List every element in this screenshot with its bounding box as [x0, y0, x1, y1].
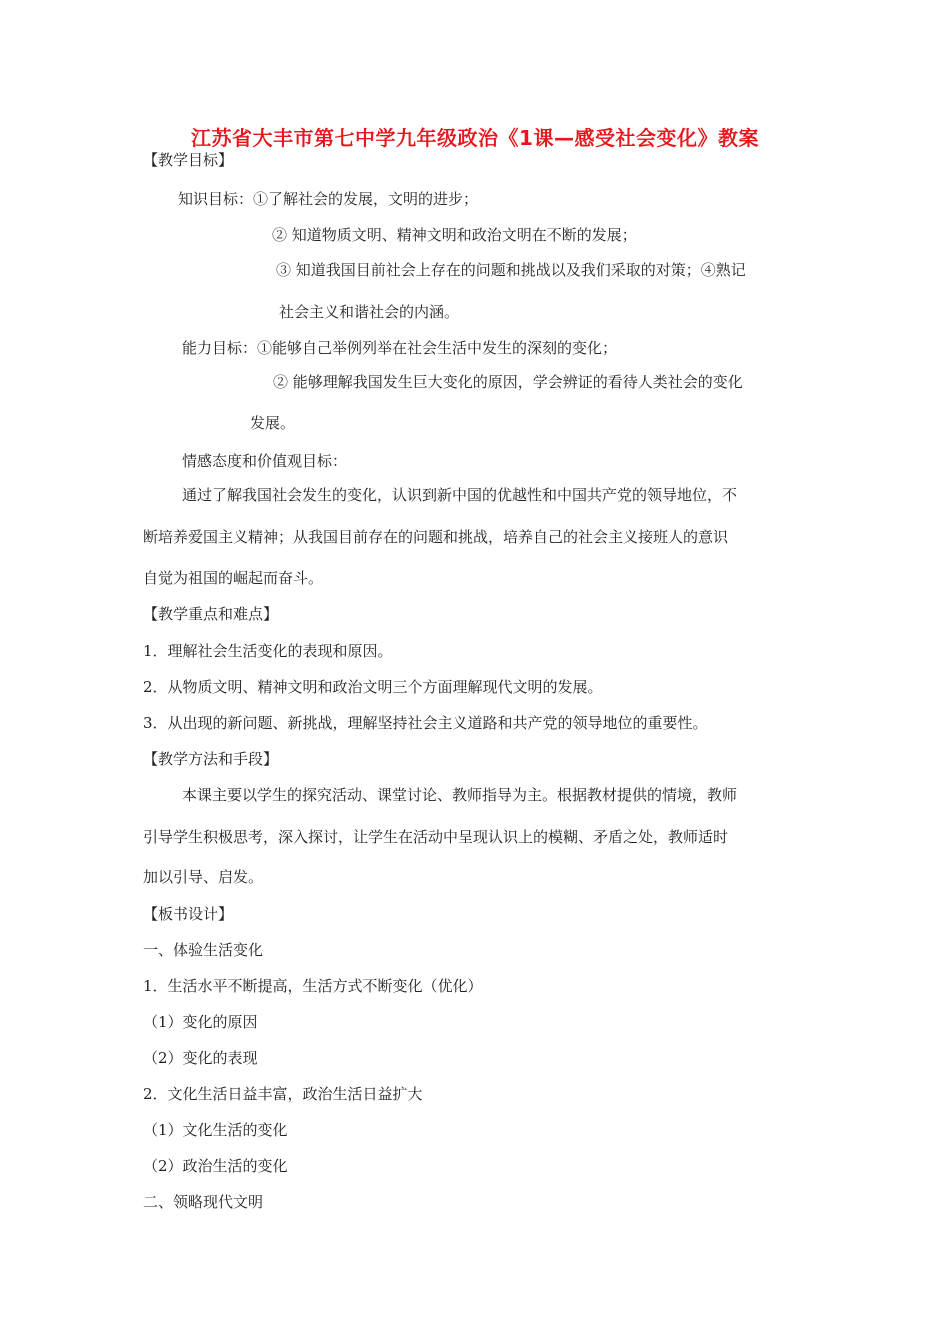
board-part-1: 一、体验生活变化 [143, 941, 264, 959]
knowledge-goal-3: ③ 知道我国目前社会上存在的问题和挑战以及我们采取的对策；④熟记 [276, 261, 746, 279]
ability-goal-2: ② 能够理解我国发生巨大变化的原因，学会辨证的看待人类社会的变化 [273, 373, 743, 391]
key-point-3: 3．从出现的新问题、新挑战，理解坚持社会主义道路和共产党的领导地位的重要性。 [143, 714, 708, 732]
methods-para-1: 本课主要以学生的探究活动、课堂讨论、教师指导为主。根据教材提供的情境，教师 [182, 786, 738, 804]
board-item-2: 2．文化生活日益丰富，政治生活日益扩大 [143, 1085, 423, 1103]
section-heading-board: 【板书设计】 [143, 905, 234, 923]
board-item-1: 1．生活水平不断提高，生活方式不断变化（优化） [143, 977, 483, 995]
board-subitem-2-2: （2）政治生活的变化 [143, 1157, 288, 1175]
key-point-2: 2．从物质文明、精神文明和政治文明三个方面理解现代文明的发展。 [143, 678, 603, 696]
board-subitem-1-2: （2）变化的表现 [143, 1049, 258, 1067]
emotion-goal-para-3: 自觉为祖国的崛起而奋斗。 [143, 569, 324, 587]
knowledge-goal-2: ② 知道物质文明、精神文明和政治文明在不断的发展； [272, 226, 637, 244]
board-part-2: 二、领略现代文明 [143, 1193, 264, 1211]
ability-goal-1: 能力目标：①能够自己举例列举在社会生活中发生的深刻的变化； [182, 339, 618, 357]
knowledge-goal-3-cont: 社会主义和谐社会的内涵。 [279, 303, 460, 321]
emotion-goal-heading: 情感态度和价值观目标： [182, 452, 348, 470]
emotion-goal-para-2: 断培养爱国主义精神；从我国目前存在的问题和挑战，培养自己的社会主义接班人的意识 [143, 528, 729, 546]
key-point-1: 1．理解社会生活变化的表现和原因。 [143, 642, 393, 660]
board-subitem-1-1: （1）变化的原因 [143, 1013, 258, 1031]
ability-goal-2-cont: 发展。 [250, 414, 296, 432]
section-heading-methods: 【教学方法和手段】 [143, 750, 279, 768]
knowledge-goal-1: 知识目标：①了解社会的发展，文明的进步； [178, 190, 479, 208]
section-heading-goals: 【教学目标】 [143, 151, 234, 169]
emotion-goal-para-1: 通过了解我国社会发生的变化，认识到新中国的优越性和中国共产党的领导地位，不 [182, 486, 738, 504]
methods-para-3: 加以引导、启发。 [143, 868, 264, 886]
methods-para-2: 引导学生积极思考，深入探讨，让学生在活动中呈现认识上的模糊、矛盾之处，教师适时 [143, 828, 729, 846]
document-title: 江苏省大丰市第七中学九年级政治《1课—感受社会变化》教案 [191, 126, 759, 150]
board-subitem-2-1: （1）文化生活的变化 [143, 1121, 288, 1139]
section-heading-key-points: 【教学重点和难点】 [143, 605, 279, 623]
